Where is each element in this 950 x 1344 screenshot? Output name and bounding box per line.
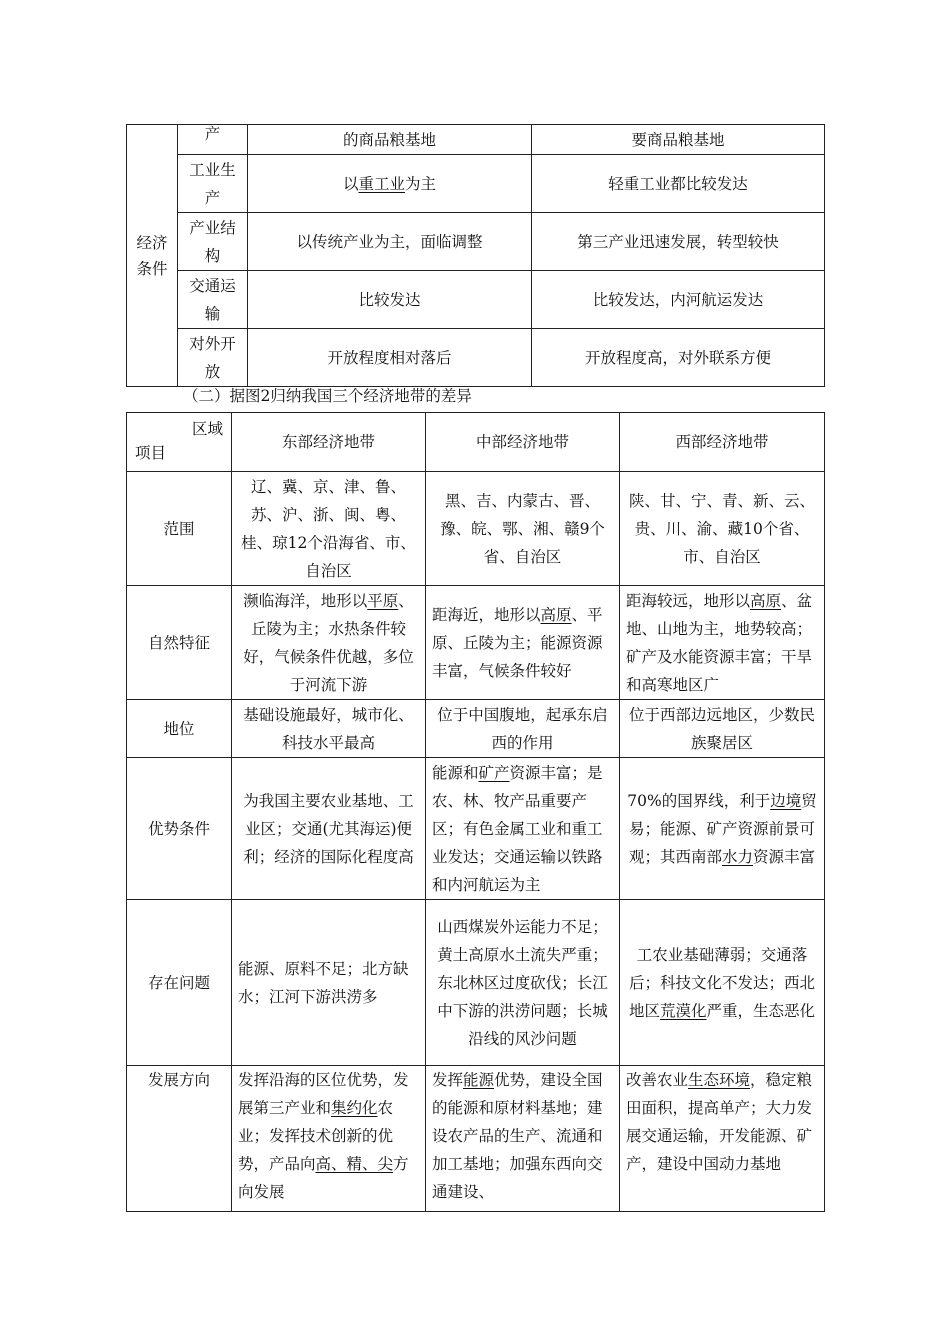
- table-row: [127, 1066, 825, 1212]
- corner-bottom-label: 项目: [135, 444, 167, 462]
- economic-conditions-table: [126, 124, 825, 387]
- table-row: [127, 271, 825, 329]
- economic-zones-table: [126, 412, 825, 1212]
- table-row: [127, 472, 825, 586]
- table-cell: 基础设施最好，城市化、科技水平最高: [232, 700, 426, 758]
- row-label: 自然特征: [127, 586, 232, 700]
- table-row: [127, 900, 825, 1066]
- section-caption: （二）据图2归纳我国三个经济地带的差异: [183, 387, 472, 405]
- corner-header: [127, 413, 232, 472]
- table-cell: 发挥沿海的区位优势，发展第三产业和集约化农业；发挥技术创新的优势，产品向高、精、尖方向发展: [232, 1066, 426, 1212]
- table-cell: 轻重工业都比较发达: [532, 155, 825, 213]
- table-cell: 改善农业生态环境，稳定粮田面积，提高单产；大力发展交通运输，开发能源、矿产，建设中国动力基地: [620, 1066, 825, 1212]
- row-label: 发展方向: [127, 1066, 232, 1212]
- table-header-row: [127, 413, 825, 472]
- table-cell: 能源和矿产资源丰富；是农、林、牧产品重要产区；有色金属工业和重工业发达；交通运输以铁路和内河航运为主: [426, 758, 620, 900]
- table-row: [127, 125, 825, 155]
- group-label: 经济条件: [127, 125, 178, 387]
- table-cell: 距海较远，地形以高原、盆地、山地为主，地势较高；矿产及水能资源丰富；干旱和高寒地区广: [620, 586, 825, 700]
- row-label: 存在问题: [127, 900, 232, 1066]
- header-east: 东部经济地带: [232, 413, 426, 472]
- table-cell: 开放程度相对落后: [248, 329, 532, 387]
- row-label: 对外开放: [178, 329, 248, 387]
- row-label: 交通运输: [178, 271, 248, 329]
- table-cell: 第三产业迅速发展，转型较快: [532, 213, 825, 271]
- header-central: 中部经济地带: [426, 413, 620, 472]
- row-label: 范围: [127, 472, 232, 586]
- table-row: [127, 586, 825, 700]
- table-cell: 以重工业为主: [248, 155, 532, 213]
- row-label: 优势条件: [127, 758, 232, 900]
- table-cell: 山西煤炭外运能力不足；黄土高原水土流失严重；东北林区过度砍伐；长江中下游的洪涝问题；长城沿线的风沙问题: [426, 900, 620, 1066]
- table-cell: 濒临海洋，地形以平原、丘陵为主；水热条件较好，气候条件优越，多位于河流下游: [232, 586, 426, 700]
- table-cell: 工农业基础薄弱；交通落后；科技文化不发达；西北地区荒漠化严重，生态恶化: [620, 900, 825, 1066]
- row-label: 地位: [127, 700, 232, 758]
- table-row: [127, 329, 825, 387]
- table-cell: 黑、吉、内蒙古、晋、豫、皖、鄂、湘、赣9个省、自治区: [426, 472, 620, 586]
- table-cell: 发挥能源优势，建设全国的能源和原材料基地；建设农产品的生产、流通和加工基地；加强东西向交通建设、: [426, 1066, 620, 1212]
- table-cell: 位于西部边远地区，少数民族聚居区: [620, 700, 825, 758]
- table-cell: 陕、甘、宁、青、新、云、贵、川、渝、藏10个省、市、自治区: [620, 472, 825, 586]
- corner-top-label: 区域: [191, 420, 223, 438]
- header-west: 西部经济地带: [620, 413, 825, 472]
- table-row: [127, 155, 825, 213]
- row-label: 工业生产: [178, 155, 248, 213]
- table-cell: 开放程度高，对外联系方便: [532, 329, 825, 387]
- table-cell: 位于中国腹地，起承东启西的作用: [426, 700, 620, 758]
- table-cell: 能源、原料不足；北方缺水；江河下游洪涝多: [232, 900, 426, 1066]
- table-cell: 以传统产业为主，面临调整: [248, 213, 532, 271]
- table-cell: 要商品粮基地: [532, 125, 825, 155]
- table-row: [127, 213, 825, 271]
- table-cell: 比较发达，内河航运发达: [532, 271, 825, 329]
- table-cell: 为我国主要农业基地、工业区；交通(尤其海运)便利；经济的国际化程度高: [232, 758, 426, 900]
- table-cell: 比较发达: [248, 271, 532, 329]
- table-cell: 距海近，地形以高原、平原、丘陵为主；能源资源丰富，气候条件较好: [426, 586, 620, 700]
- table-row: [127, 758, 825, 900]
- table-cell: 的商品粮基地: [248, 125, 532, 155]
- row-label: 产: [178, 125, 248, 155]
- table-cell: 70%的国界线，利于边境贸易；能源、矿产资源前景可观；其西南部水力资源丰富: [620, 758, 825, 900]
- row-label: 产业结构: [178, 213, 248, 271]
- table-cell: 辽、冀、京、津、鲁、苏、沪、浙、闽、粤、桂、琼12个沿海省、市、自治区: [232, 472, 426, 586]
- table-row: [127, 700, 825, 758]
